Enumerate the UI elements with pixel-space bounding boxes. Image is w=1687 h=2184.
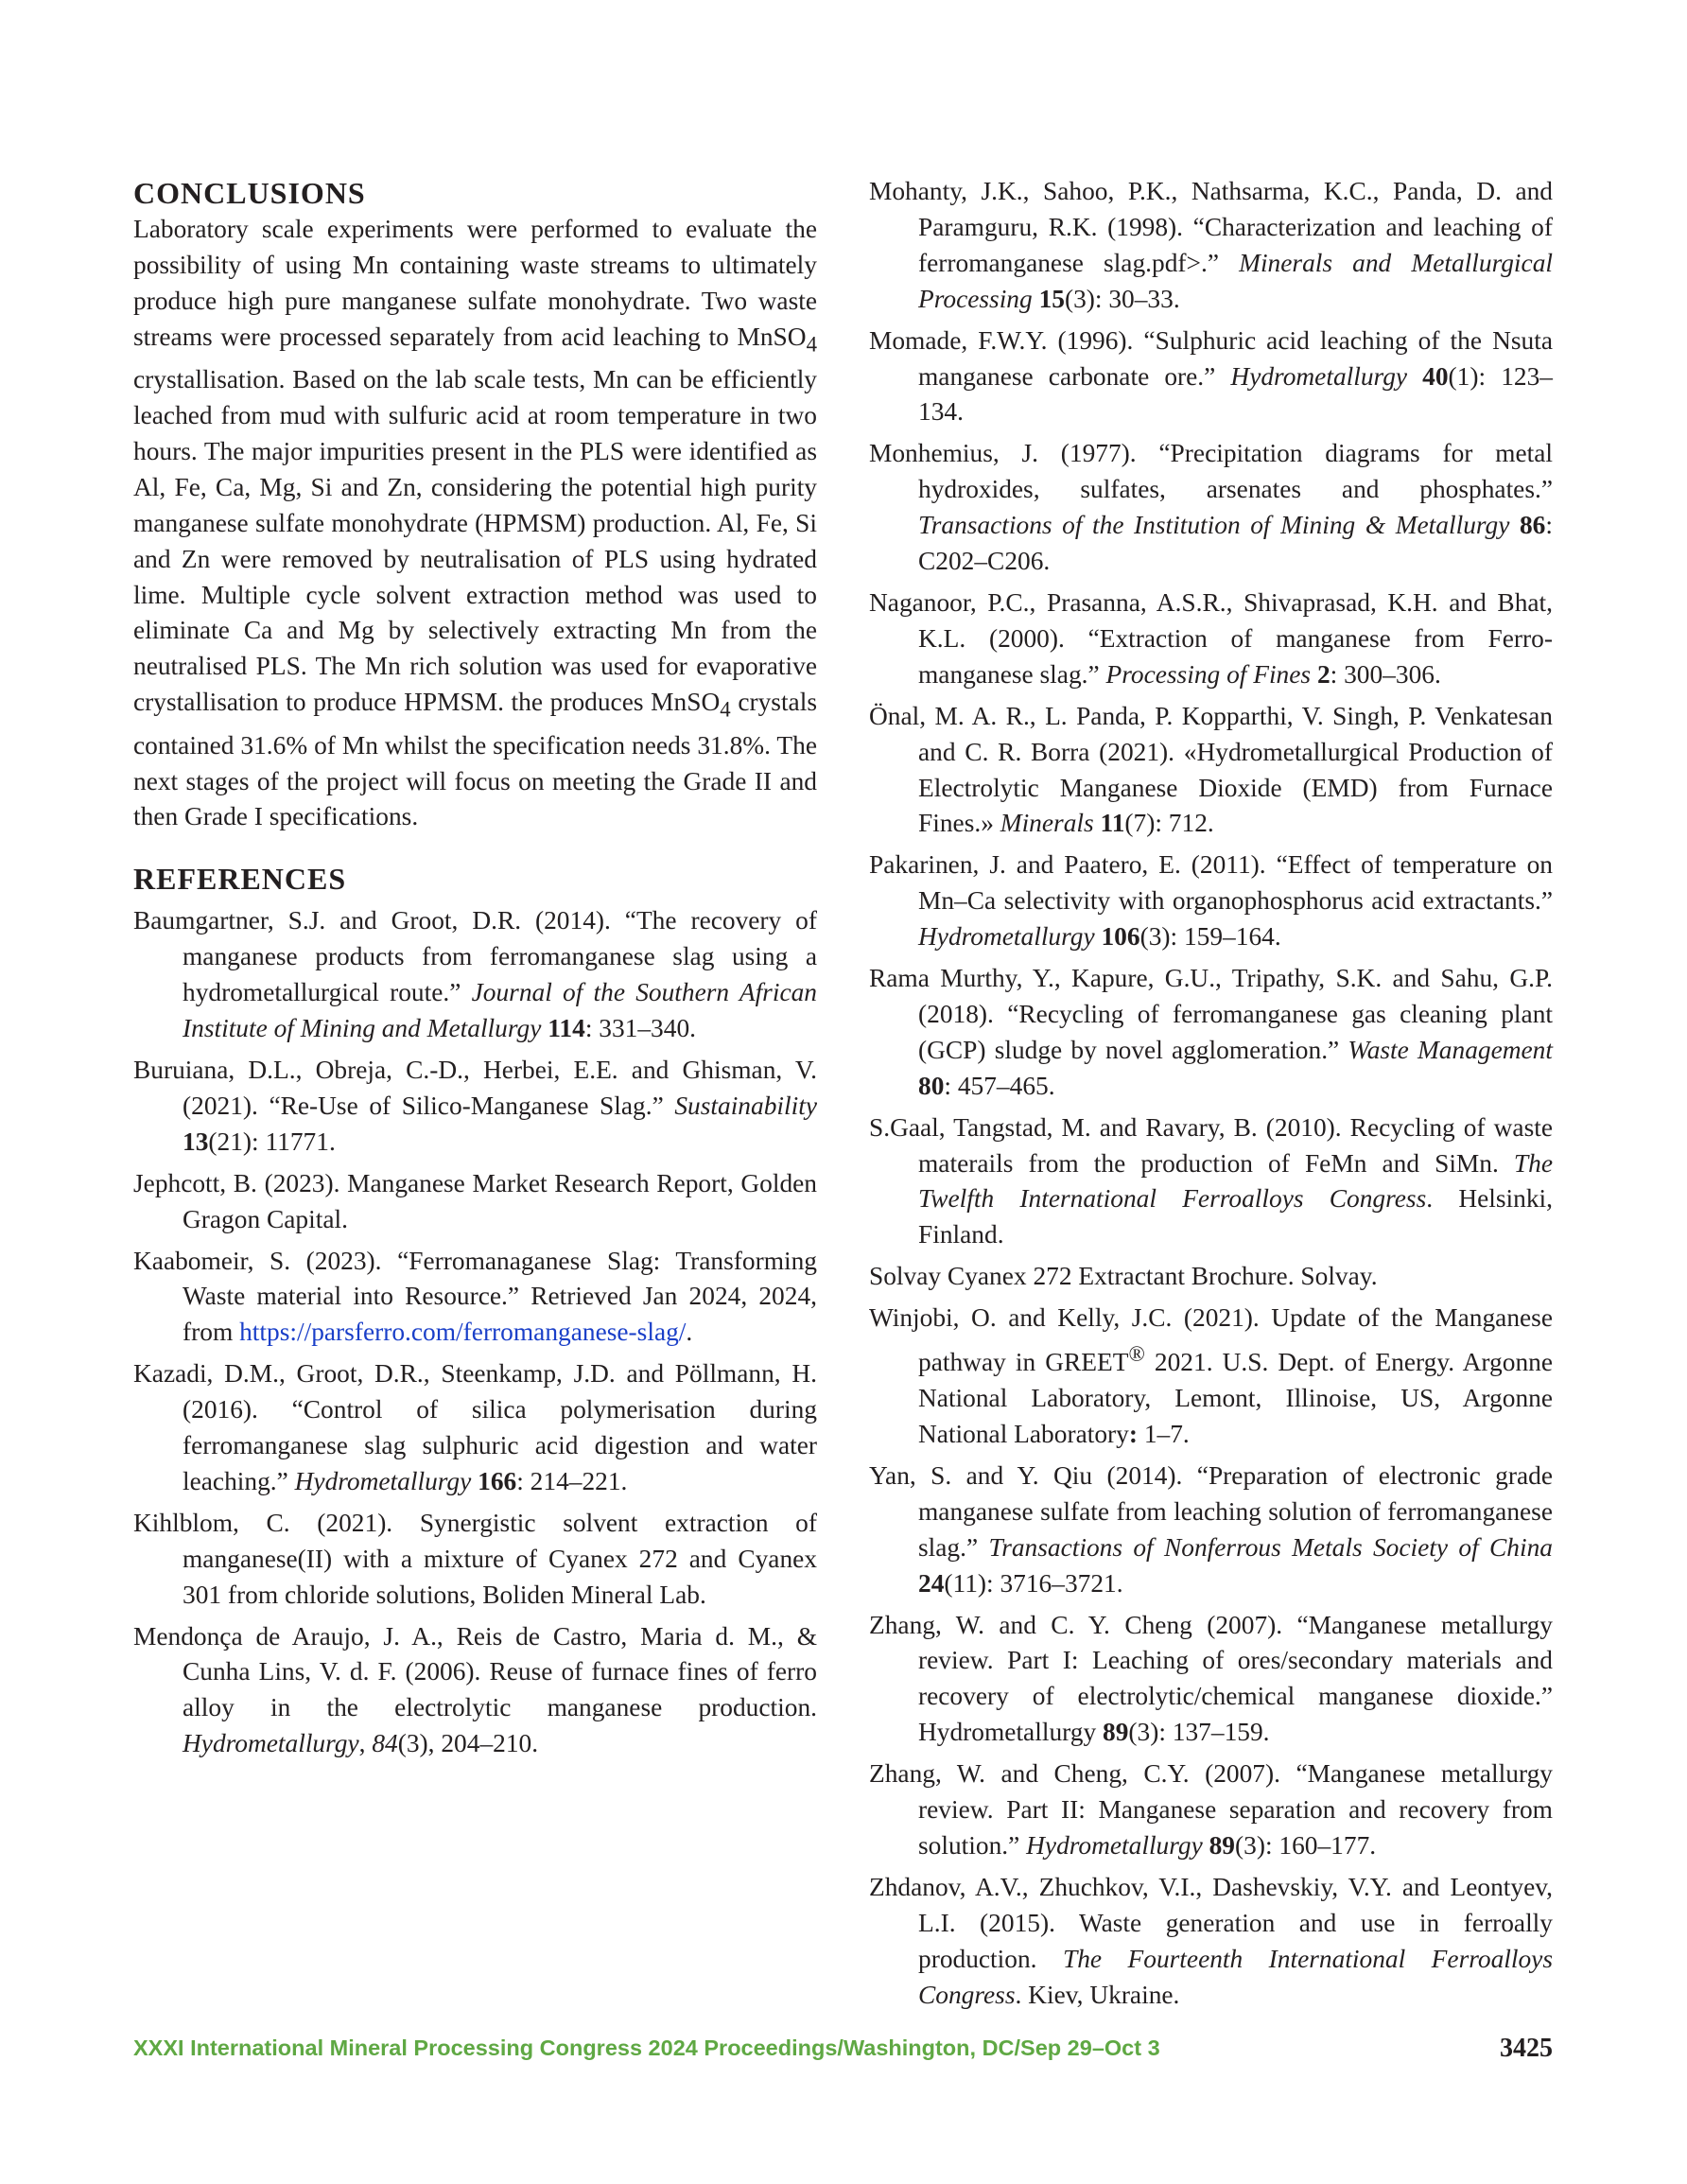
- text-run: Hydrometallurgy: [918, 922, 1095, 952]
- reference-entry: [869, 323, 1553, 431]
- reference-list-left: [133, 903, 817, 1762]
- text-run: 106: [1101, 922, 1140, 952]
- references-heading: REFERENCES: [133, 862, 347, 897]
- text-run: [1509, 511, 1520, 539]
- left-column: [133, 174, 817, 1768]
- text-run: Waste Management: [1348, 1035, 1553, 1064]
- text-run: Transactions of Nonferrous Metals Society of China: [988, 1532, 1553, 1562]
- text-run: . Helsinki, Finland.: [918, 1184, 1553, 1249]
- text-run: [1094, 809, 1101, 837]
- proceedings-footer: XXXI International Mineral Processing Congress 2024 Proceedings/Washington, DC/Sep 29–Oct 3: [133, 2035, 1160, 2060]
- text-run: Zhang, W. and Cheng, C.Y. (2007). “Manganese metallurgy review. Part II: Manganese separation and recovery from solution.”: [869, 1759, 1553, 1860]
- reference-entry: [869, 847, 1553, 955]
- reference-entry: [869, 1259, 1553, 1295]
- reference-entry: [869, 585, 1553, 693]
- text-run: Momade, F.W.Y. (1996). “Sulphuric acid leaching of the Nsuta manganese carbonate ore.”: [869, 325, 1553, 391]
- text-run: .: [686, 1318, 693, 1347]
- text-run: (3): 137–159.: [1128, 1718, 1270, 1747]
- text-run: (3): 159–164.: [1139, 922, 1281, 952]
- text-run: Laboratory scale experiments were performed to evaluate the possibility of using Mn containing waste streams to ultimately produce high pure manganese sulfate monohydrate. Two waste streams were processed separately from acid leaching to MnSO: [133, 215, 817, 351]
- text-run: Naganoor, P.C., Prasanna, A.S.R., Shivaprasad, K.H. and Bhat, K.L. (2000). “Extraction of manganese from Ferro-manganese slag.”: [869, 587, 1553, 689]
- text-run: 4: [720, 697, 731, 722]
- text-run: (3), 204–210.: [397, 1729, 539, 1758]
- text-run: Baumgartner, S.J. and Groot, D.R. (2014). “The recovery of manganese products from ferromanganese slag using a hydrometallurgical route.”: [133, 906, 817, 1007]
- text-run: Hydrometallurgy: [1026, 1831, 1203, 1860]
- text-run: [1033, 285, 1039, 313]
- text-run: Rama Murthy, Y., Kapure, G.U., Tripathy, S.K. and Sahu, G.P. (2018). “Recycling of ferromanganese gas cleaning plant (GCP) sludge by novel agglomeration.”: [869, 964, 1553, 1064]
- reference-entry: [133, 1356, 817, 1500]
- conclusions-heading: CONCLUSIONS: [133, 176, 366, 210]
- text-run: 2: [1316, 659, 1330, 689]
- text-run: 13: [183, 1127, 209, 1156]
- page-footer: [133, 2035, 1553, 2070]
- reference-entry: [869, 1608, 1553, 1752]
- text-run: (11): 3716–3721.: [944, 1568, 1123, 1598]
- text-run: 114: [548, 1014, 585, 1043]
- reference-entry: [133, 1619, 817, 1763]
- reference-entry: [869, 174, 1553, 318]
- text-run: . Kiev, Ukraine.: [1015, 1980, 1180, 2009]
- text-run: Kihlblom, C. (2021). Synergistic solvent extraction of manganese(II) with a mixture of Cyanex 272 and Cyanex 301 from chloride solutions, Boliden Mineral Lab.: [133, 1508, 817, 1609]
- reference-entry: [133, 903, 817, 1047]
- text-run: Journal of the Southern African Institute of Mining and Metallurgy: [183, 978, 817, 1043]
- text-run: Kazadi, D.M., Groot, D.R., Steenkamp, J.D. and Pöllmann, H. (2016). “Control of silica polymerisation during ferromanganese slag sulphuric acid digestion and water leaching.”: [133, 1359, 817, 1495]
- reference-entry: [133, 1053, 817, 1161]
- text-run: Winjobi, O. and Kelly, J.C. (2021). Update of the Manganese pathway in GREET: [869, 1303, 1553, 1377]
- text-run: :: [1128, 1420, 1138, 1449]
- text-run: Zhang, W. and C. Y. Cheng (2007). “Manganese metallurgy review. Part I: Leaching of ores/secondary materials and recovery of electrolytic/chemical manganese dioxide.” Hydrometallurgy: [869, 1610, 1553, 1747]
- text-run: 40: [1422, 361, 1449, 391]
- text-run: The Fourteenth International Ferroalloys Congress: [918, 1944, 1553, 2009]
- text-run: : 331–340.: [584, 1014, 696, 1043]
- page-number: 3425: [1500, 2034, 1553, 2063]
- reference-entry: [869, 1870, 1553, 2014]
- text-run: 11: [1100, 809, 1125, 838]
- reference-entry: [133, 1506, 817, 1614]
- text-run: Sustainability: [674, 1091, 817, 1120]
- reference-entry: [133, 1244, 817, 1352]
- text-run: Hydrometallurgy: [294, 1466, 472, 1495]
- reference-list-right: [869, 174, 1553, 2014]
- text-run: Jephcott, B. (2023). Manganese Market Research Report, Golden Gragon Capital.: [133, 1168, 817, 1233]
- reference-entry: [869, 961, 1553, 1105]
- text-run: : 300–306.: [1330, 659, 1441, 689]
- reference-entry: [869, 699, 1553, 843]
- text-run: 1–7.: [1137, 1420, 1190, 1449]
- text-run: Önal, M. A. R., L. Panda, P. Kopparthi, V. Singh, P. Venkatesan and C. R. Borra (2021). «Hydrometallurgical Production of Electrolytic Manganese Dioxide (EMD) from Furnace Fines.»: [869, 701, 1553, 838]
- text-run: 15: [1038, 284, 1065, 313]
- text-run: 89: [1103, 1718, 1129, 1747]
- text-run: Buruiana, D.L., Obreja, C.-D., Herbei, E.E. and Ghisman, V. (2021). “Re-Use of Silico-Manganese Slag.”: [133, 1055, 817, 1120]
- reference-entry: [869, 436, 1553, 580]
- text-run: Kaabomeir, S. (2023). “Ferromanaganese Slag: Transforming Waste material into Resource.” Retrieved Jan 2024, 2024, from: [133, 1246, 817, 1347]
- text-run: Pakarinen, J. and Paatero, E. (2011). “Effect of temperature on Mn–Ca selectivity with organophosphorus acid extractants.”: [869, 850, 1553, 916]
- reference-link[interactable]: https://parsferro.com/ferromanganese-slag/: [239, 1318, 687, 1347]
- text-run: Monhemius, J. (1977). “Precipitation diagrams for metal hydroxides, sulfates, arsenates and phosphates.”: [869, 439, 1553, 504]
- text-run: Minerals and Metallurgical Processing: [918, 248, 1554, 313]
- reference-entry: [869, 1756, 1553, 1864]
- text-run: [1311, 660, 1317, 689]
- text-run: 2021. U.S. Dept. of Energy. Argonne National Laboratory, Lemont, Illinoise, US, Argonne National Laboratory: [918, 1348, 1553, 1449]
- text-run: Hydrometallurgy: [183, 1729, 359, 1758]
- text-run: 166: [478, 1466, 517, 1495]
- text-run: : C202–C206.: [918, 511, 1553, 576]
- text-run: 80: [918, 1071, 945, 1100]
- reference-entry: [133, 1166, 817, 1238]
- conclusions-paragraph: [133, 212, 817, 835]
- text-run: Solvay Cyanex 272 Extractant Brochure. Solvay.: [869, 1262, 1378, 1291]
- reference-entry: [869, 1459, 1553, 1602]
- text-run: (7): 712.: [1124, 809, 1214, 838]
- text-run: Transactions of the Institution of Mining & Metallurgy: [918, 511, 1510, 540]
- text-run: ®: [1128, 1342, 1145, 1367]
- text-run: [1203, 1831, 1209, 1860]
- text-run: 86: [1519, 511, 1546, 540]
- text-run: [1407, 362, 1422, 391]
- text-run: Mendonça de Araujo, J. A., Reis de Castro, Maria d. M., & Cunha Lins, V. d. F. (2006). Reuse of furnace fines of ferro alloy in the electrolytic manganese production.: [133, 1621, 817, 1722]
- text-run: (3): 160–177.: [1235, 1831, 1377, 1860]
- text-run: (3): 30–33.: [1064, 284, 1180, 313]
- text-run: (21): 11771.: [208, 1127, 336, 1156]
- text-run: 84: [372, 1729, 398, 1758]
- text-run: The Twelfth International Ferroalloys Congress: [918, 1148, 1553, 1214]
- text-run: (1): 123–134.: [918, 361, 1553, 427]
- text-run: : 457–465.: [944, 1071, 1055, 1100]
- text-run: Hydrometallurgy: [1230, 361, 1408, 391]
- reference-entry: [869, 1301, 1553, 1453]
- text-run: crystals contained 31.6% of Mn whilst the specification needs 31.8%. The next stages of the project will focus on meeting the Grade II and then Grade I specifications.: [133, 688, 817, 831]
- text-run: Yan, S. and Y. Qiu (2014). “Preparation of electronic grade manganese sulfate from leaching solution of ferromanganese slag.”: [869, 1460, 1553, 1562]
- text-run: crystallisation. Based on the lab scale tests, Mn can be efficiently leached from mud with sulfuric acid at room temperature in two hours. The major impurities present in the PLS were identified as Al, Fe, Ca, Mg, Si and Zn, considering the potential high purity manganese sulfate monohydrate (HPMSM) production. Al, Fe, Si and Zn were removed by neutralisation of PLS using hydrated lime. Multiple cycle solvent extraction method was used to eliminate Ca and Mg by selectively extracting Mn from the neutralised PLS. The Mn rich solution was used for evaporative crystallisation to produce HPMSM. the produces MnSO: [133, 365, 817, 717]
- text-run: 89: [1209, 1831, 1235, 1860]
- text-run: Mohanty, J.K., Sahoo, P.K., Nathsarma, K.C., Panda, D. and Paramguru, R.K. (1998). “Characterization and leaching of ferromanganese slag.pdf>.”: [869, 177, 1553, 277]
- text-run: 24: [918, 1568, 945, 1598]
- text-run: : 214–221.: [516, 1466, 628, 1495]
- text-run: 4: [806, 332, 817, 357]
- reference-entry: [869, 1110, 1553, 1254]
- text-run: Minerals: [1000, 809, 1094, 838]
- text-run: ,: [358, 1729, 373, 1758]
- text-run: Zhdanov, A.V., Zhuchkov, V.I., Dashevskiy, V.Y. and Leontyev, L.I. (2015). Waste generation and use in ferroally production.: [869, 1872, 1553, 1973]
- text-run: S.Gaal, Tangstad, M. and Ravary, B. (2010). Recycling of waste materails from the production of FeMn and SiMn.: [869, 1112, 1553, 1178]
- text-run: Processing of Fines: [1105, 659, 1312, 689]
- right-column: [869, 174, 1553, 2019]
